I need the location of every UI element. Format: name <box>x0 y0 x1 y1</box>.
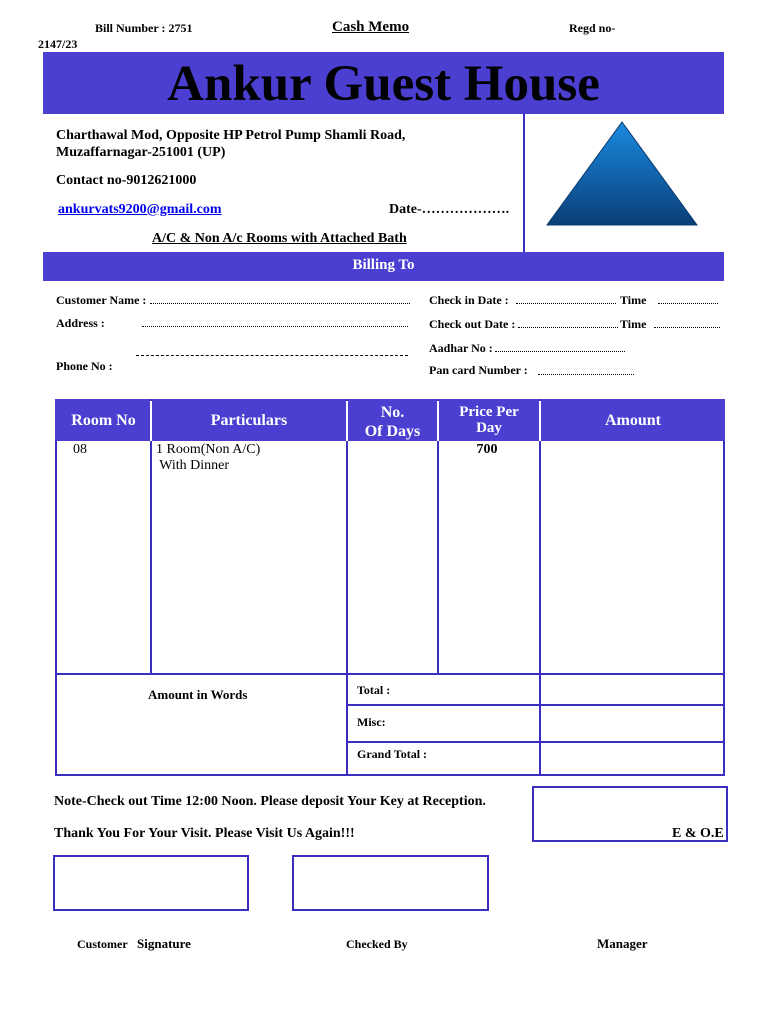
customer-name-label: Customer Name : <box>56 293 147 307</box>
header-days-2: Of Days <box>364 423 421 440</box>
misc-label: Misc: <box>357 715 386 729</box>
manager-label: Manager <box>597 936 648 951</box>
triangle-logo-icon <box>545 120 699 228</box>
checked-by-label: Checked By <box>346 937 408 951</box>
thank-you-note: Thank You For Your Visit. Please Visit Us Again!!! <box>54 826 355 841</box>
checkout-note: Note-Check out Time 12:00 Noon. Please deposit Your Key at Reception. <box>54 794 486 809</box>
amount-in-words-label: Amount in Words <box>148 687 248 702</box>
grand-total-label: Grand Total : <box>357 747 428 761</box>
header-price-2: Day <box>476 420 502 436</box>
row-room-no: 08 <box>73 442 87 457</box>
business-name: Ankur Guest House <box>167 56 600 112</box>
eoe-label: E & O.E <box>672 826 724 841</box>
header-amount: Amount <box>604 412 661 429</box>
customer-signature-label-2: Signature <box>137 936 191 951</box>
email-link[interactable]: ankurvats9200@gmail.com <box>58 202 222 217</box>
aadhar-field[interactable] <box>495 351 625 352</box>
address-label: Address : <box>56 316 105 330</box>
customer-signature-label-1: Customer <box>77 937 128 951</box>
header-days-1: No. <box>380 404 405 421</box>
pan-field[interactable] <box>538 374 634 375</box>
address-line-2: Muzaffarnagar-251001 (UP) <box>56 145 226 160</box>
regd-label: Regd no- <box>569 21 616 35</box>
address-field-2[interactable] <box>136 355 408 356</box>
check-in-label: Check in Date : <box>429 293 509 307</box>
summary-line-2 <box>346 741 725 743</box>
header-room-no: Room No <box>71 412 136 429</box>
info-divider <box>523 114 525 252</box>
aadhar-label: Aadhar No : <box>429 341 493 355</box>
address-field-1[interactable] <box>142 326 408 327</box>
billing-title: Billing To <box>352 257 415 273</box>
check-out-time-field[interactable] <box>654 327 720 328</box>
regd-value: 2147/23 <box>38 37 78 51</box>
pan-label: Pan card Number : <box>429 363 528 377</box>
col-divider-4 <box>539 399 541 776</box>
total-label: Total : <box>357 683 391 697</box>
check-out-time-label: Time <box>620 317 647 331</box>
header-price-1: Price Per <box>459 404 519 420</box>
check-in-time-label: Time <box>620 293 647 307</box>
bill-number: Bill Number : 2751 <box>95 21 193 35</box>
check-in-time-field[interactable] <box>658 303 718 304</box>
rooms-tagline: A/C & Non A/c Rooms with Attached Bath <box>152 231 407 246</box>
memo-title: Cash Memo <box>332 19 410 35</box>
checked-by-box[interactable] <box>292 855 489 911</box>
date-field: Date-………………. <box>389 202 510 217</box>
check-out-field[interactable] <box>518 327 618 328</box>
row-particulars-2: With Dinner <box>156 458 230 473</box>
contact-number: Contact no-9012621000 <box>56 173 197 188</box>
customer-signature-box[interactable] <box>53 855 249 911</box>
row-price: 700 <box>476 442 498 457</box>
check-out-label: Check out Date : <box>429 317 516 331</box>
check-in-field[interactable] <box>516 303 616 304</box>
row-particulars-1: 1 Room(Non A/C) <box>156 442 261 457</box>
col-divider-2 <box>346 399 348 776</box>
address-line-1: Charthawal Mod, Opposite HP Petrol Pump Shamli Road, <box>56 128 406 143</box>
summary-top-line <box>55 673 725 675</box>
customer-name-field[interactable] <box>150 303 410 304</box>
summary-line-1 <box>346 704 725 706</box>
phone-label: Phone No : <box>56 359 113 373</box>
header-particulars: Particulars <box>210 412 288 429</box>
